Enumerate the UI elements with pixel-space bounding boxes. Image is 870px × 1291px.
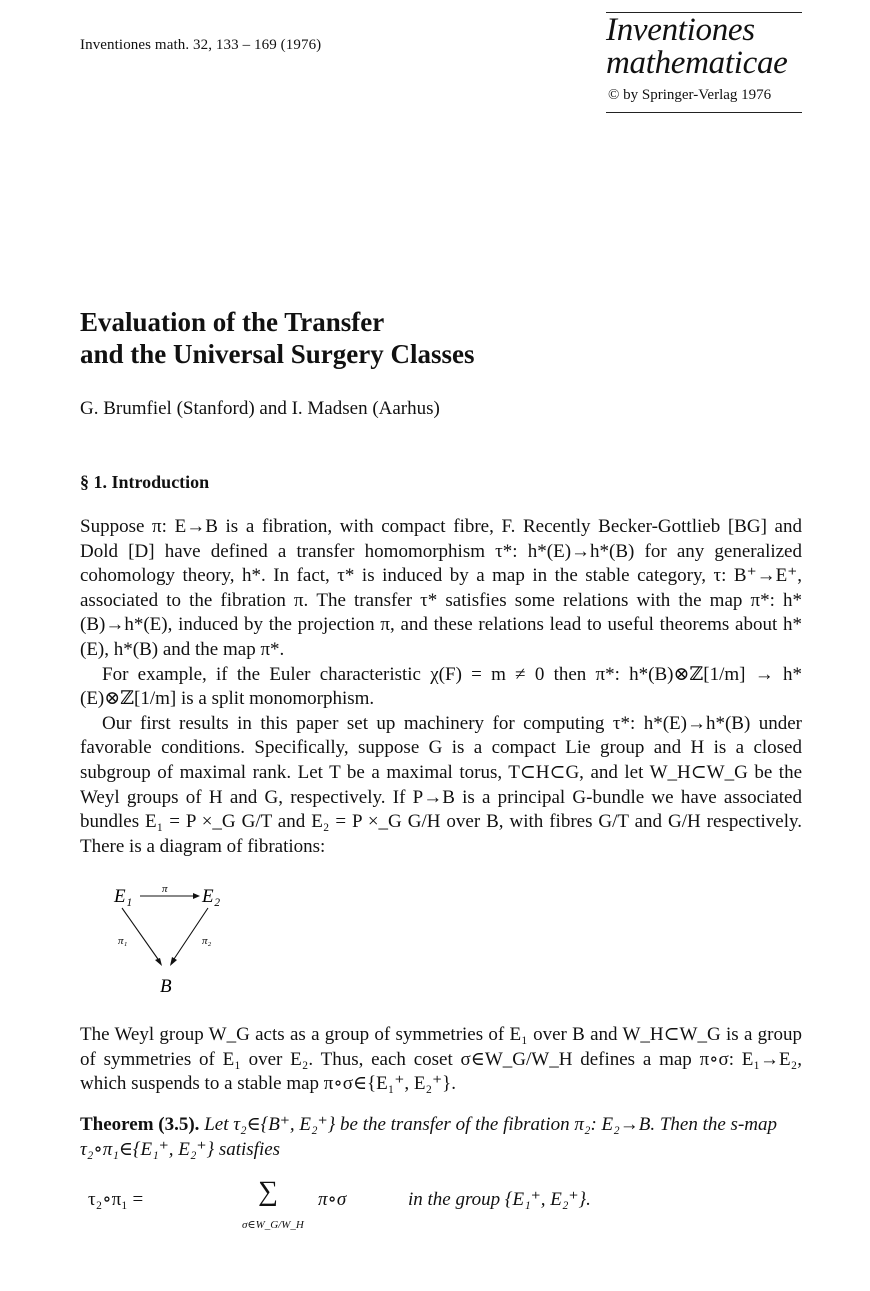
label-pi2: π₂ (202, 935, 212, 947)
title-line-1: Evaluation of the Transfer (80, 307, 385, 337)
node-e2: E₂ (202, 886, 221, 907)
formula-tail: in the group {E₁⁺, E₂⁺}. (408, 1189, 591, 1210)
journal-masthead (606, 12, 802, 113)
node-e1: E₁ (114, 886, 133, 907)
summation-index: σ∈W_G/W_H (242, 1219, 304, 1231)
label-pi1: π₁ (118, 935, 128, 947)
arrowhead-pi2 (170, 957, 177, 966)
summation-symbol: ∑ (258, 1176, 278, 1207)
theorem-block (80, 1113, 802, 1162)
section-heading: § 1. Introduction (80, 472, 210, 492)
node-b: B (160, 976, 172, 997)
author-line: G. Brumfiel (Stanford) and I. Madsen (Aarhus) (80, 398, 440, 419)
paragraph-2: For example, if the Euler characteristic χ(F) = m ≠ 0 then π*: h*(B)⊗ℤ[1/m] → h*(E)⊗ℤ[1/m] is a split monomorphism. (80, 663, 802, 710)
arrow-pi1 (122, 908, 160, 962)
label-pi: π (162, 883, 168, 895)
paragraph-3: Our first results in this paper set up machinery for computing τ*: h*(E)→h*(B) under favorable conditions. Specifically, suppose G is a compact Lie group and H is a closed subgroup of maximal rank. Let T be a maximal torus, T⊂H⊂G, and let W_H⊂W_G be the Weyl groups of H and G, respectively. If P→B is a principal G-bundle we have associated bundles E₁ = P ×_G G/T and E₂ = P ×_G G/H over B, with fibres G/T and G/H respectively. There is a diagram of fibrations: (80, 712, 802, 857)
theorem-label: Theorem (3.5). (80, 1114, 200, 1135)
title-line-2: and the Universal Surgery Classes (80, 339, 475, 369)
formula-lhs: τ₂∘π₁ = (88, 1189, 144, 1210)
paragraph-1: Suppose π: E→B is a fibration, with compact fibre, F. Recently Becker-Gottlieb [BG] and Dold [D] have defined a transfer homomorphism τ*: h*(E)→h*(B) for any generalized cohomology theory, h*. In fact, τ* is induced by a map in the stable category, τ: B⁺→E⁺, associated to the fibration π. The transfer τ* satisfies some relations with the map π*: h*(B)→h*(E), induced by the projection π, and these relations lead to useful theorems about h*(E), h*(B) and the map π*. (80, 516, 802, 660)
fibration-diagram (100, 880, 260, 1000)
arrowhead-pi1 (155, 958, 162, 966)
journal-name-line2: mathematicae (606, 45, 788, 81)
masthead-bottom-rule (606, 112, 802, 113)
intro-paragraphs (80, 515, 802, 859)
formula-term: π∘σ (318, 1189, 347, 1210)
symmetry-paragraph (80, 1023, 802, 1097)
copyright-notice: © by Springer-Verlag 1976 (608, 87, 772, 103)
journal-citation: Inventiones math. 32, 133 – 169 (1976) (80, 37, 322, 53)
journal-name-line1: Inventiones (606, 12, 755, 48)
paragraph-4: The Weyl group W_G acts as a group of symmetries of E₁ over B and W_H⊂W_G is a group of symmetries of E₁ over E₂. Thus, each coset σ∈W_G/W_H defines a map π∘σ: E₁→E₂, which suspends to a stable map π∘σ∈{E₁⁺, E₂⁺}. (80, 1024, 802, 1095)
transfer-formula (88, 1176, 788, 1231)
theorem-statement: Let τ₂∈{B⁺, E₂⁺} be the transfer of the fibration π₂: E₂→B. Then the s-map τ₂∘π₁∈{E₁⁺, E₂⁺} satisfies (80, 1114, 777, 1160)
paper-title (80, 306, 475, 370)
arrowhead-pi (193, 893, 200, 899)
